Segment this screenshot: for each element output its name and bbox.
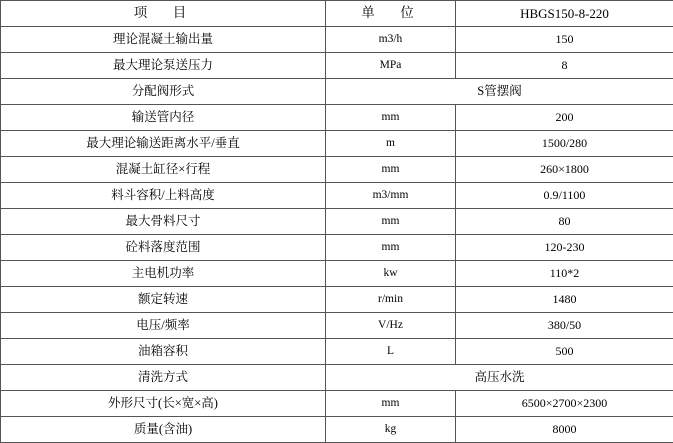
spec-item-label: 料斗容积/上料高度	[1, 183, 326, 209]
spec-unit: mm	[326, 235, 456, 261]
specification-table-body	[1, 1, 673, 443]
spec-item-label: 主电机功率	[1, 261, 326, 287]
spec-unit: mm	[326, 209, 456, 235]
table-row	[1, 287, 673, 313]
spec-item-label: 电压/频率	[1, 313, 326, 339]
column-header-model: HBGS150-8-220	[456, 1, 673, 27]
table-row	[1, 313, 673, 339]
spec-item-label: 砼料落度范围	[1, 235, 326, 261]
spec-unit: m3/h	[326, 27, 456, 53]
spec-value: 380/50	[456, 313, 673, 339]
spec-item-label: 最大理论泵送压力	[1, 53, 326, 79]
table-row	[1, 105, 673, 131]
table-row	[1, 391, 673, 417]
spec-unit: m3/mm	[326, 183, 456, 209]
column-header-item: 项 目	[1, 1, 326, 27]
spec-unit: MPa	[326, 53, 456, 79]
table-row	[1, 339, 673, 365]
spec-item-label: 额定转速	[1, 287, 326, 313]
spec-value: 8	[456, 53, 673, 79]
table-row	[1, 183, 673, 209]
spec-value: 120-230	[456, 235, 673, 261]
table-row	[1, 157, 673, 183]
table-row	[1, 261, 673, 287]
spec-value: 80	[456, 209, 673, 235]
spec-item-label: 清洗方式	[1, 365, 326, 391]
spec-unit: mm	[326, 105, 456, 131]
spec-item-label: 最大理论输送距离水平/垂直	[1, 131, 326, 157]
spec-unit: mm	[326, 391, 456, 417]
spec-value: 6500×2700×2300	[456, 391, 673, 417]
table-row	[1, 417, 673, 443]
spec-unit: r/min	[326, 287, 456, 313]
spec-item-label: 油箱容积	[1, 339, 326, 365]
spec-value: 0.9/1100	[456, 183, 673, 209]
spec-item-label: 输送管内径	[1, 105, 326, 131]
spec-value: 200	[456, 105, 673, 131]
table-row	[1, 27, 673, 53]
spec-value: 260×1800	[456, 157, 673, 183]
spec-item-label: 混凝土缸径×行程	[1, 157, 326, 183]
table-row	[1, 131, 673, 157]
table-row	[1, 235, 673, 261]
spec-item-label: 最大骨料尺寸	[1, 209, 326, 235]
spec-value: 110*2	[456, 261, 673, 287]
spec-item-label: 质量(含油)	[1, 417, 326, 443]
spec-value: 8000	[456, 417, 673, 443]
spec-item-label: 分配阀形式	[1, 79, 326, 105]
spec-value: 500	[456, 339, 673, 365]
spec-value-merged: 高压水洗	[326, 365, 673, 391]
spec-value: 1480	[456, 287, 673, 313]
spec-value-merged: S管摆阀	[326, 79, 673, 105]
spec-unit: L	[326, 339, 456, 365]
spec-item-label: 外形尺寸(长×宽×高)	[1, 391, 326, 417]
spec-unit: kg	[326, 417, 456, 443]
table-row	[1, 365, 673, 391]
spec-unit: mm	[326, 157, 456, 183]
table-row	[1, 209, 673, 235]
table-row	[1, 79, 673, 105]
table-row	[1, 53, 673, 79]
spec-unit: m	[326, 131, 456, 157]
spec-item-label: 理论混凝土输出量	[1, 27, 326, 53]
table-header-row	[1, 1, 673, 27]
spec-value: 1500/280	[456, 131, 673, 157]
spec-value: 150	[456, 27, 673, 53]
spec-unit: kw	[326, 261, 456, 287]
spec-unit: V/Hz	[326, 313, 456, 339]
column-header-unit: 单 位	[326, 1, 456, 27]
